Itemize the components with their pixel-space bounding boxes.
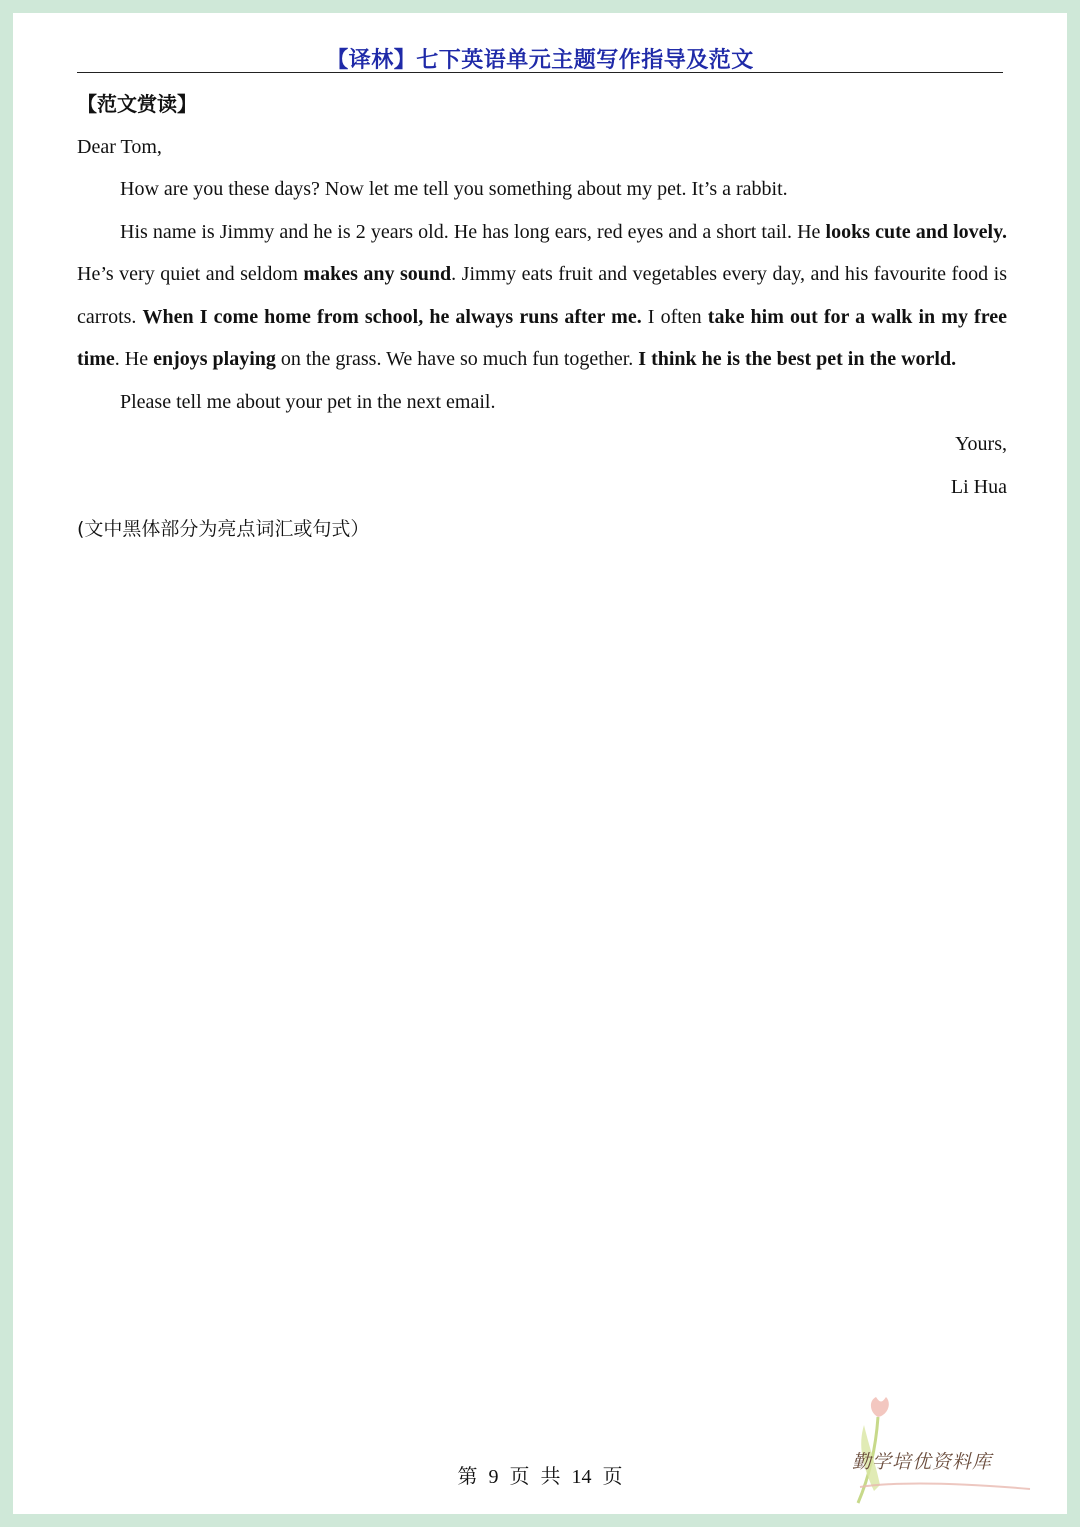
highlight-phrase: take him out for a walk in my free time [77,305,1007,370]
highlight-phrase: When I come home from school, he always runs after me. [142,305,642,328]
text-run: . Jimmy eats fruit and vegetables every day, and his favourite food is carrots. [77,263,1007,328]
document-header: 【译林】七下英语单元主题写作指导及范文 [326,48,754,73]
letter-paragraph-2 [77,211,1007,381]
text-run: on the grass. We have so much fun together. [275,348,639,370]
highlight-note: (文中黑体部分为亮点词汇或句式） [77,518,370,540]
highlight-phrase: looks cute and lovely. [825,220,1007,243]
document-page [13,13,1067,1514]
logo-text: 勤学培优资料库 [852,1451,993,1473]
letter-signature: Li Hua [950,475,1007,498]
text-run: . He [114,348,154,370]
letter-paragraph-3: Please tell me about your pet in the next email. [120,390,496,413]
letter-closing: Yours, [955,433,1007,455]
document-body [77,83,1007,551]
text-run: I often [641,305,708,328]
letter-paragraph-1: How are you these days? Now let me tell you something about my pet. It’s a rabbit. [120,178,788,200]
highlight-phrase: I think he is the best pet in the world. [638,348,957,370]
section-title: 【范文赏读】 [77,92,197,116]
highlight-phrase: makes any sound [303,263,452,285]
highlight-phrase: enjoys playing [153,348,276,370]
page-footer: 第 9 页 共 14 页 [457,1466,623,1488]
header-rule [77,72,1003,73]
text-run: He’s very quiet and seldom [77,263,304,285]
text-run: His name is Jimmy and he is 2 years old. He has long ears, red eyes and a short tail. He [120,220,826,243]
letter-greeting: Dear Tom, [77,135,162,158]
